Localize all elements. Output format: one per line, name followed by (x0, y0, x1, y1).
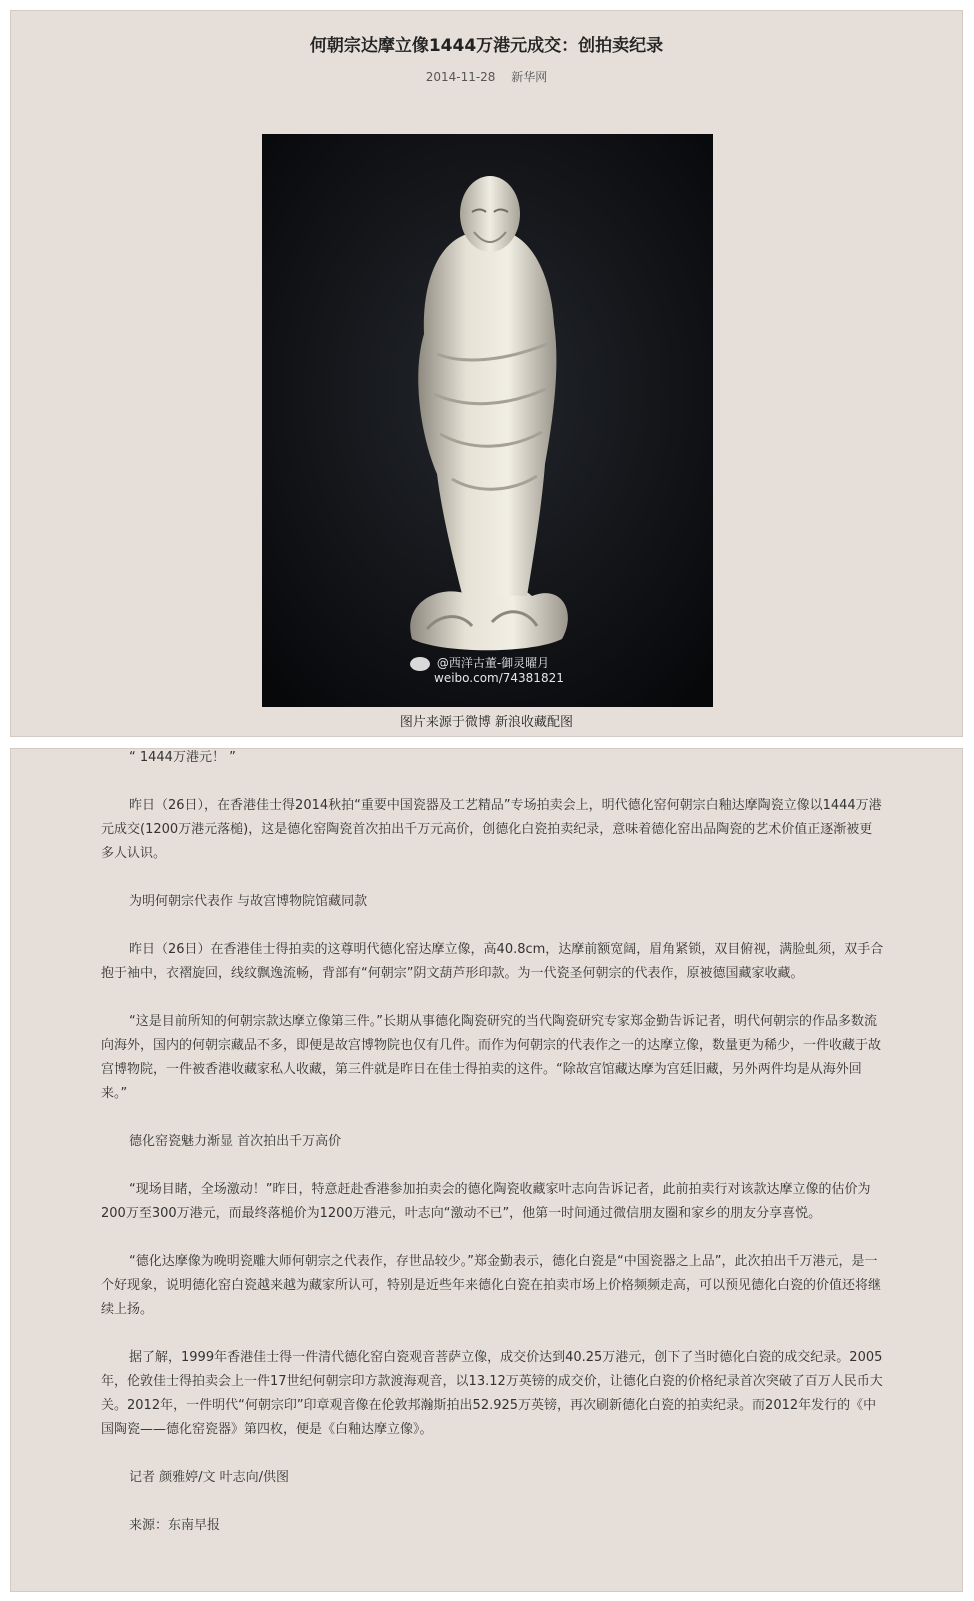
article-paragraph: “现场目睹，全场激动！”昨日，特意赶赴香港参加拍卖会的德化陶瓷收藏家叶志向告诉记者，此前拍卖行对该款达摩立像的估价为200万至300万港元，而最终落槌价为1200万港元，叶志向“激动不已”，他第一时间通过微信朋友圈和家乡的朋友分享喜悦。 (101, 1182, 871, 1221)
article-meta (11, 68, 962, 85)
article-credit: 记者 颜雅婷/文 叶志向/供图 (129, 1470, 290, 1485)
article-body (101, 749, 885, 1562)
publish-date: 2014-11-28 (425, 70, 496, 84)
article-source: 来源：东南早报 (129, 1518, 221, 1533)
photo-watermark (410, 656, 564, 685)
statue-photo (262, 134, 713, 707)
article-paragraph: 昨日（26日），在香港佳士得2014秋拍“重要中国瓷器及工艺精品”专场拍卖会上，明代德化窑何朝宗白釉达摩陶瓷立像以1444万港元成交(1200万港元落槌)，这是德化窑陶瓷首次拍出千万元高价，创德化白瓷拍卖纪录，意味着德化窑出品陶瓷的艺术价值正逐渐被更多人认识。 (101, 798, 882, 861)
weibo-icon (410, 657, 430, 671)
article-paragraph: 据了解，1999年香港佳士得一件清代德化窑白瓷观音菩萨立像，成交价达到40.25万港元，创下了当时德化白瓷的成交纪录。2005年，伦敦佳士得拍卖会上一件17世纪何朝宗印方款渡海观音，以13.12万英镑的成交价，让德化白瓷的价格纪录首次突破了百万人民币大关。2012年，一件明代“何朝宗印”印章观音像在伦敦邦瀚斯拍出52.925万英镑，再次刷新德化白瓷的拍卖纪录。而2012年发行的《中国陶瓷——德化窑瓷器》第四枚，便是《白釉达摩立像》。 (101, 1350, 883, 1437)
article-header-panel (10, 10, 963, 737)
watermark-url: weibo.com/74381821 (434, 670, 564, 685)
publish-source: 新华网 (511, 70, 548, 84)
article-subheading: 德化窑瓷魅力渐显 首次拍出千万高价 (129, 1134, 342, 1149)
article-title: 何朝宗达摩立像1444万港元成交：创拍卖纪录 (309, 36, 664, 56)
photo-caption: 图片来源于微博 新浪收藏配图 (399, 715, 574, 730)
article-subheading: 为明何朝宗代表作 与故宫博物院馆藏同款 (129, 894, 368, 909)
article-paragraph: 昨日（26日）在香港佳士得拍卖的这尊明代德化窑达摩立像，高40.8cm，达摩前额宽阔，眉角紧锁，双目俯视，满脸虬须，双手合抱于袖中，衣褶旋回，线纹飘逸流畅，背部有“何朝宗”阴文葫芦形印款。为一代瓷圣何朝宗的代表作，原被德国藏家收藏。 (101, 942, 884, 981)
article-body-panel (10, 748, 963, 1592)
article-paragraph: “ 1444万港元！ ” (129, 750, 236, 765)
article-paragraph: “这是目前所知的何朝宗款达摩立像第三件。”长期从事德化陶瓷研究的当代陶瓷研究专家郑金勤告诉记者，明代何朝宗的作品多数流向海外，国内的何朝宗藏品不多，即便是故宫博物院也仅有几件。而作为何朝宗的代表作之一的达摩立像，数量更为稀少，一件收藏于故宫博物院，一件被香港收藏家私人收藏，第三件就是昨日在佳士得拍卖的这件。“除故宫馆藏达摩为宫廷旧藏，另外两件均是从海外回来。” (101, 1014, 882, 1101)
article-paragraph: “德化达摩像为晚明瓷雕大师何朝宗之代表作，存世品较少。”郑金勤表示，德化白瓷是“中国瓷器之上品”，此次拍出千万港元，是一个好现象，说明德化窑白瓷越来越为藏家所认可，特别是近些年来德化白瓷在拍卖市场上价格频频走高，可以预见德化白瓷的价值还将继续上扬。 (101, 1254, 882, 1317)
watermark-handle: @西洋古董-御灵曜月 (436, 656, 550, 670)
